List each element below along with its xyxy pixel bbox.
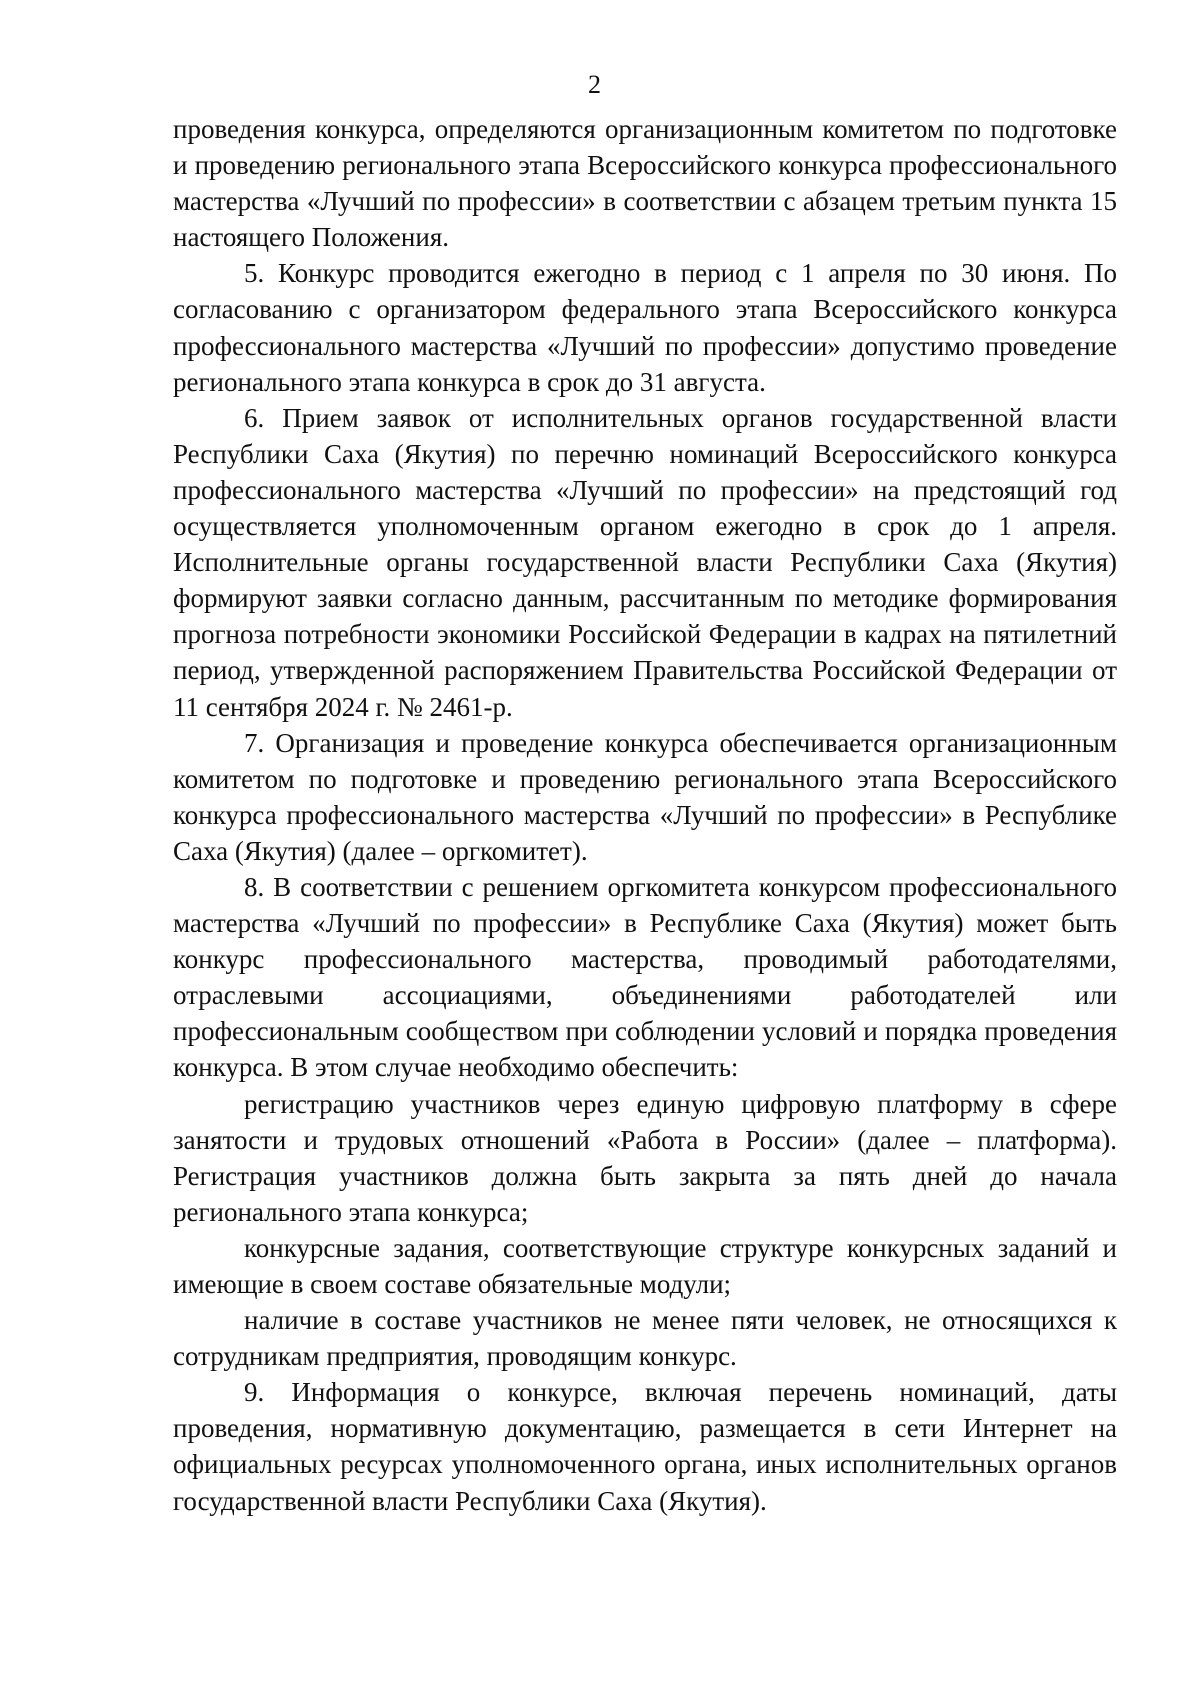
paragraph-item-5: 5. Конкурс проводится ежегодно в период с 1 апреля по 30 июня. По согласованию с организатором федерального этапа Всероссийского конкурса профессионального мастерства «Лучший по профессии» допустимо проведение регионального этапа конкурса в срок до 31 августа. [173,258,1117,397]
paragraph-continuation: проведения конкурса, определяются организационным комитетом по подготовке и проведению регионального этапа Всероссийского конкурса профессионального мастерства «Лучший по профессии» в соответствии с абзацем третьим пункта 15 настоящего Положения. [173,114,1117,253]
document-body [173,111,1117,1519]
paragraph-requirement-registration: регистрацию участников через единую цифровую платформу в сфере занятости и трудовых отношений «Работа в России» (далее – платформа). Регистрация участников должна быть закрыта за пять дней до начала регионального этапа конкурса; [173,1088,1117,1227]
paragraph-item-9: 9. Информация о конкурсе, включая перечень номинаций, даты проведения, нормативную документацию, размещается в сети Интернет на официальных ресурсах уполномоченного органа, иных исполнительных органов государственной власти Республики Саха (Якутия). [173,1377,1117,1516]
paragraph-requirement-tasks: конкурсные задания, соответствующие структуре конкурсных заданий и имеющие в своем составе обязательные модули; [173,1232,1117,1299]
paragraph-item-7: 7. Организация и проведение конкурса обеспечивается организационным комитетом по подготовке и проведению регионального этапа Всероссийского конкурса профессионального мастерства «Лучший по профессии» в Республике Саха (Якутия) (далее – оргкомитет). [173,727,1117,866]
page-number: 2 [588,70,601,99]
paragraph-item-8: 8. В соответствии с решением оргкомитета конкурсом профессионального мастерства «Лучший по профессии» в Республике Саха (Якутия) может быть конкурс профессионального мастерства, проводимый работодателями, отраслевыми ассоциациями, объединениями работодателей или профессиональным сообществом при соблюдении условий и порядка проведения конкурса. В этом случае необходимо обеспечить: [173,871,1117,1083]
paragraph-requirement-participants: наличие в составе участников не менее пяти человек, не относящихся к сотрудникам предприятия, проводящим конкурс. [173,1305,1117,1372]
paragraph-item-6: 6. Прием заявок от исполнительных органов государственной власти Республики Саха (Якутия) по перечню номинаций Всероссийского конкурса профессионального мастерства «Лучший по профессии» на предстоящий год осуществляется уполномоченным органом ежегодно в срок до 1 апреля. Исполнительные органы государственной власти Республики Саха (Якутия) формируют заявки согласно данным, рассчитанным по методике формирования прогноза потребности экономики Российской Федерации в кадрах на пятилетний период, утвержденной распоряжением Правительства Российской Федерации от 11 сентября 2024 г. № 2461-р. [173,402,1117,722]
